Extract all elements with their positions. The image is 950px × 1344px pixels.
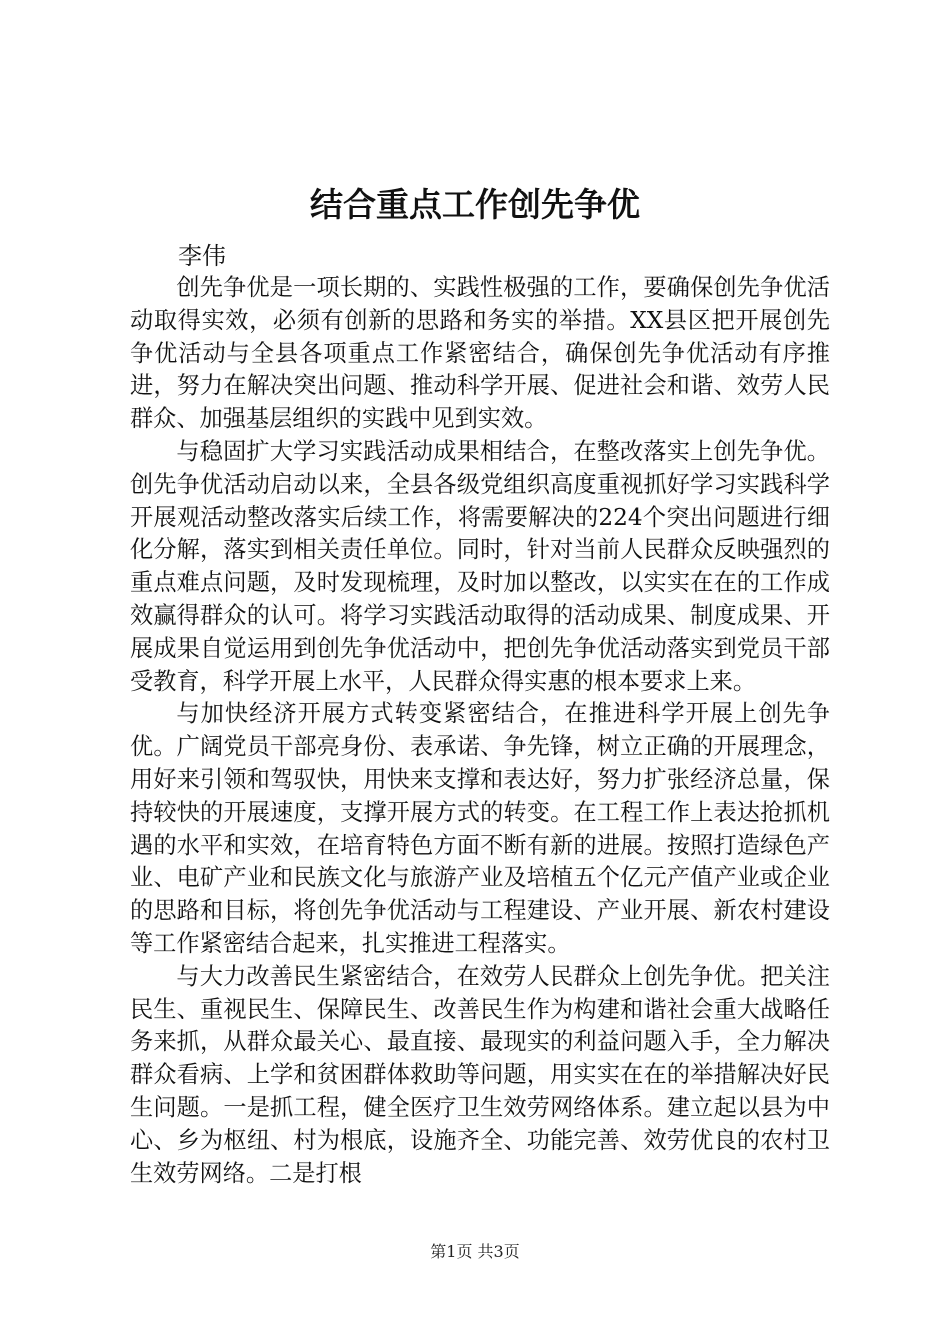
paragraph-economic-development: 与加快经济开展方式转变紧密结合，在推进科学开展上创先争优。广阔党员干部亮身份、表承诺、争先锋，树立正确的开展理念，用好来引领和驾驭快，用快来支撑和表达好，努力扩张经济总量，保持较快的开展速度，支撑开展方式的转变。在工程工作上表达抢抓机遇的水平和实效，在培育特色方面不断有新的进展。按照打造绿色产业、电矿产业和民族文化与旅游产业及培植五个亿元产值产业或企业的思路和目标，将创先争优活动与工程建设、产业开展、新农村建设等工作紧密结合起来，扎实推进工程落实。 bbox=[130, 700, 830, 957]
paragraph-study-practice: 与稳固扩大学习实践活动成果相结合，在整改落实上创先争优。创先争优活动启动以来，全县各级党组织高度重视抓好学习实践科学开展观活动整改落实后续工作，将需要解决的224个突出问题进行细化分解，落实到相关责任单位。同时，针对当前人民群众反映强烈的重点难点问题，及时发现梳理，及时加以整改，以实实在在的工作成效赢得群众的认可。将学习实践活动取得的活动成果、制度成果、开展成果自觉运用到创先争优活动中，把创先争优活动落实到党员干部受教育，科学开展上水平，人民群众得实惠的根本要求上来。 bbox=[130, 437, 830, 695]
author-name: 李伟 bbox=[178, 242, 226, 270]
paragraph-intro: 创先争优是一项长期的、实践性极强的工作，要确保创先争优活动取得实效，必须有创新的思路和务实的举措。XX县区把开展创先争优活动与全县各项重点工作紧密结合，确保创先争优活动有序推进，努力在解决突出问题、推动科学开展、促进社会和谐、效劳人民群众、加强基层组织的实践中见到实效。 bbox=[130, 274, 830, 433]
document-title: 结合重点工作创先争优 bbox=[310, 185, 640, 224]
document-body bbox=[130, 272, 830, 1190]
page-footer: 第1页 共3页 bbox=[430, 1242, 520, 1261]
paragraph-livelihood: 与大力改善民生紧密结合，在效劳人民群众上创先争优。把关注民生、重视民生、保障民生、改善民生作为构建和谐社会重大战略任务来抓，从群众最关心、最直接、最现实的利益问题入手，全力解决群众看病、上学和贫困群体救助等问题，用实实在在的举措解决好民生问题。一是抓工程，健全医疗卫生效劳网络体系。建立起以县为中心、乡为枢纽、村为根底，设施齐全、功能完善、效劳优良的农村卫生效劳网络。二是打根 bbox=[130, 962, 830, 1187]
